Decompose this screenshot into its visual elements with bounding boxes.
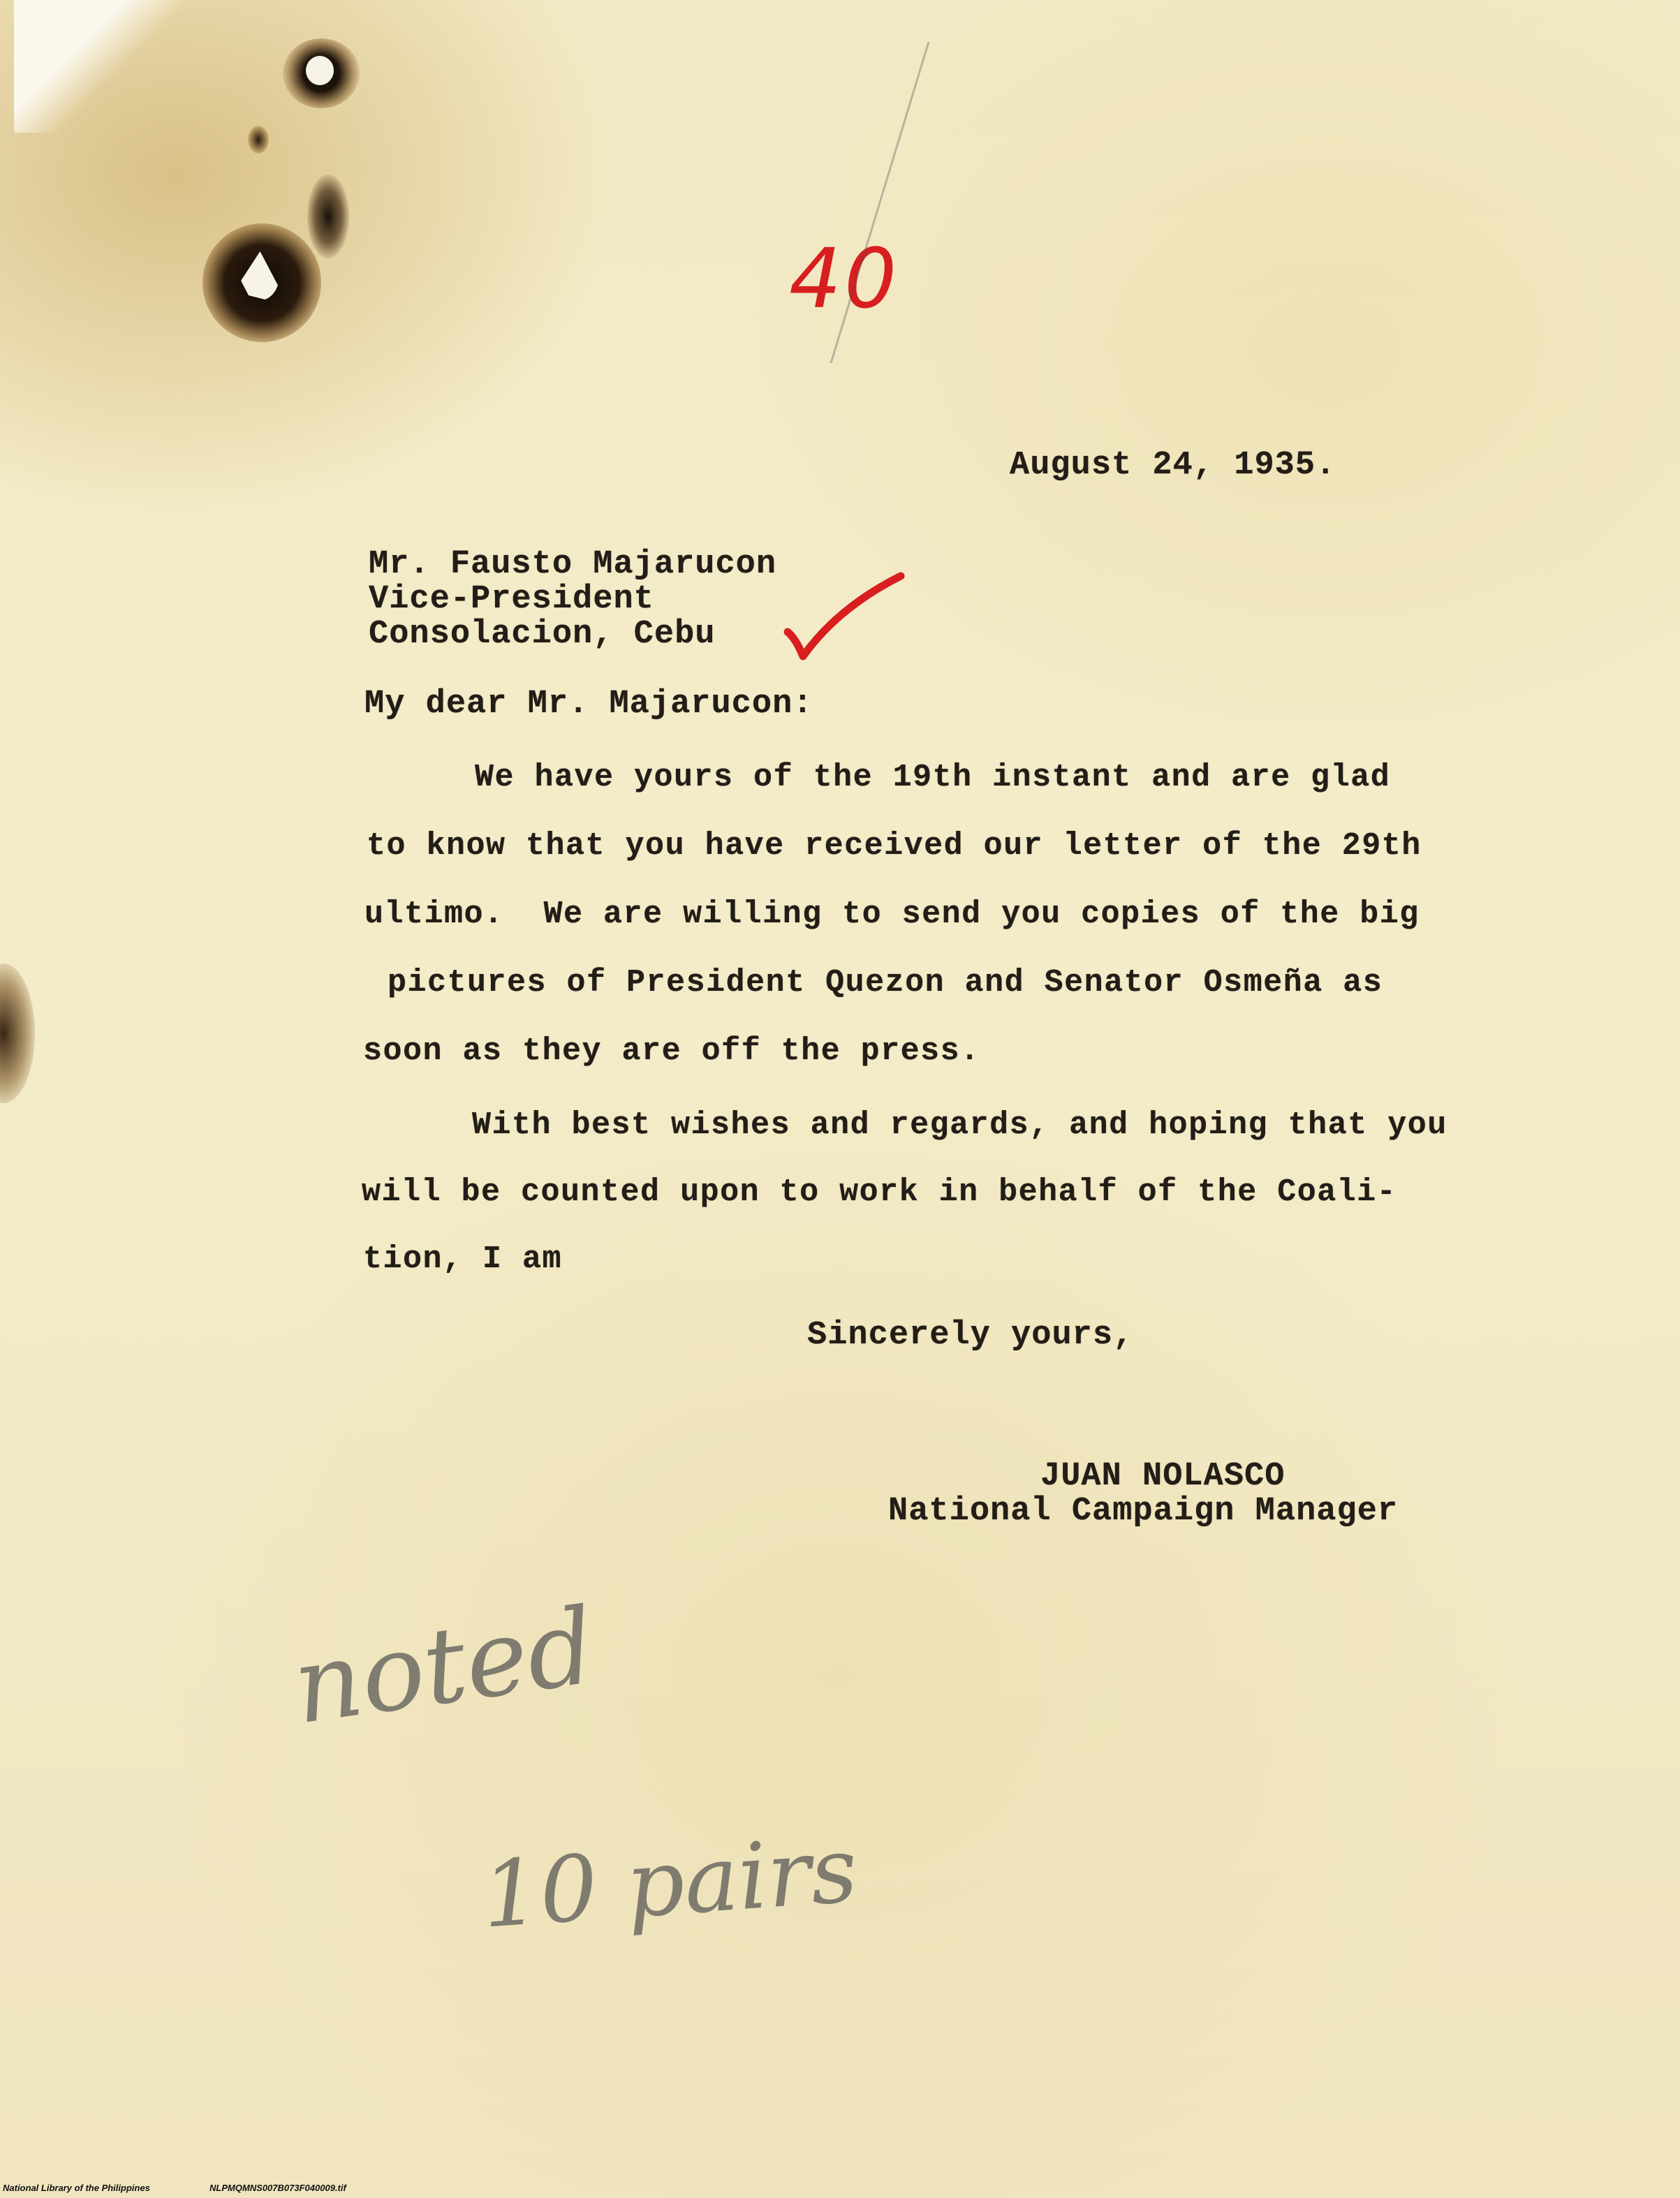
paragraph2-line: With best wishes and regards, and hoping that you bbox=[472, 1107, 1447, 1143]
salutation: My dear Mr. Majarucon: bbox=[364, 686, 813, 723]
footer-archive: National Library of the Philippines bbox=[3, 2183, 150, 2193]
closing: Sincerely yours, bbox=[807, 1317, 1134, 1354]
signatory-title: National Campaign Manager bbox=[888, 1493, 1399, 1530]
footer-file-id: NLPMQMNS007B073F040009.tif bbox=[209, 2183, 346, 2193]
paragraph1-line: to know that you have received our letter of the 29th bbox=[367, 828, 1422, 864]
recipient-title: Vice-President bbox=[369, 581, 654, 618]
paragraph1-line: pictures of President Quezon and Senator Osmeña as bbox=[388, 965, 1383, 1001]
red-checkmark-icon bbox=[775, 566, 908, 670]
annotation-count: 10 pairs bbox=[478, 1816, 861, 1949]
burn-hole-top bbox=[306, 56, 334, 85]
edge-stain-left bbox=[0, 964, 35, 1103]
burn-spot-mid bbox=[307, 175, 349, 258]
paragraph1-line: soon as they are off the press. bbox=[363, 1033, 980, 1069]
letter-date: August 24, 1935. bbox=[1010, 447, 1336, 484]
torn-corner bbox=[14, 0, 196, 133]
pencil-stroke bbox=[803, 35, 943, 370]
recipient-location: Consolacion, Cebu bbox=[369, 616, 716, 653]
paragraph1-line: ultimo. We are willing to send you copies of the big bbox=[364, 897, 1420, 932]
page-number-mark: 40 bbox=[789, 230, 900, 327]
recipient-name: Mr. Fausto Majarucon bbox=[369, 546, 777, 583]
signatory-name: JUAN NOLASCO bbox=[1040, 1458, 1285, 1495]
paragraph2-line: will be counted upon to work in behalf of the Coali- bbox=[362, 1174, 1397, 1210]
burn-spot-small bbox=[248, 126, 269, 154]
paragraph1-line: We have yours of the 19th instant and are glad bbox=[475, 760, 1391, 795]
annotation-noted: noted bbox=[286, 1585, 602, 1748]
paragraph2-line: tion, I am bbox=[363, 1241, 563, 1277]
